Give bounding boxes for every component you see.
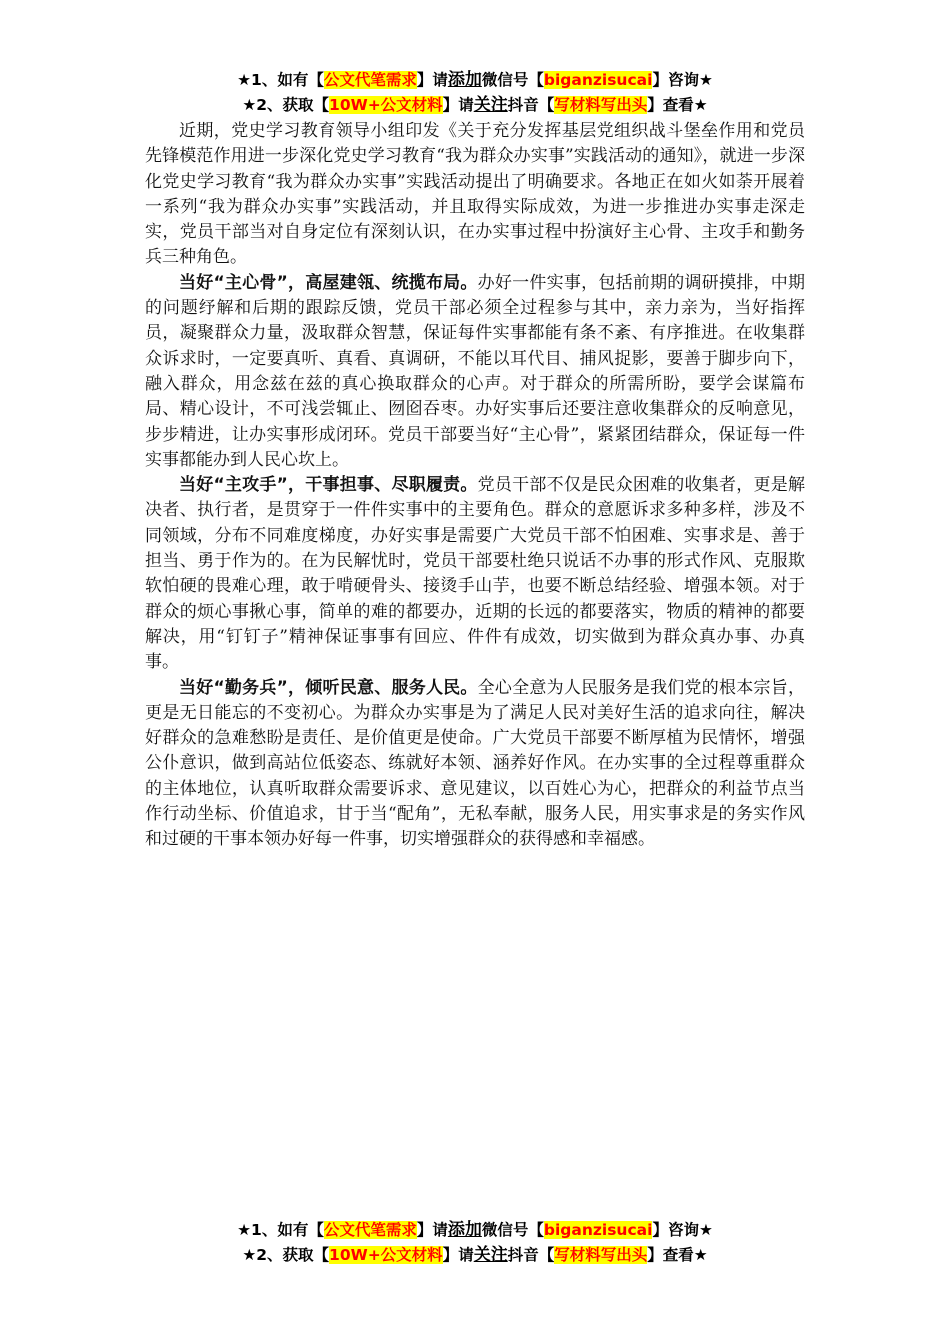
section-heading-2: 当好“主攻手”，干事担事、尽职履责。	[179, 475, 478, 496]
underline-follow: 关注	[473, 95, 508, 115]
footer-highlight-wechat-id: biganzisucai	[543, 1221, 653, 1239]
section-paragraph-3	[145, 676, 805, 853]
promo-line-2: ★2、获取【10W+公文材料】请关注抖音【写材料写出头】查看★	[242, 95, 708, 115]
section-text-3: 全心全意为人民服务是我们党的根本宗旨，更是无日能忘的不变初心。为群众办实事是为了满足人民对美好生活的追求向往，解决好群众的急难愁盼是责任、是价值更是使命。广大党员干部要不断厚植为民情怀，增强公仆意识，做到高站位低姿态、练就好本领、涵养好作风。在办实事的全过程尊重群众的主体地位，认真听取群众需要诉求、意见建议，以百姓心为心，把群众的利益节点当作行动坐标、价值追求，甘于当“配角”，无私奉献，服务人民，用实事求是的务实作风和过硬的干事本领办好每一件事，切实增强群众的获得感和幸福感。	[145, 677, 805, 850]
section-paragraph-2	[145, 473, 805, 675]
intro-paragraph: 近期，党史学习教育领导小组印发《关于充分发挥基层党组织战斗堡垒作用和党员先锋模范作用进一步深化党史学习教育“我为群众办实事”实践活动的通知》，就进一步深化党史学习教育“我为群众办实事”实践活动提出了明确要求。各地正在如火如荼开展着一系列“我为群众办实事”实践活动，并且取得实际成效，为进一步推进办实事走深走实，党员干部当对自身定位有深刻认识，在办实事过程中扮演好主心骨、主攻手和勤务兵三种角色。	[145, 121, 805, 268]
footer-highlight-service: 公文代笔需求	[323, 1221, 417, 1239]
section-paragraph-1	[145, 271, 805, 473]
section-text-2: 党员干部不仅是民众困难的收集者，更是解决者、执行者，是贯穿于一件件实事中的主要角色。群众的意愿诉求多种多样，涉及不同领域，分布不同难度梯度，办好实事是需要广大党员干部不怕困难、实事求是、善于担当、勇于作为的。在为民解忧时，党员干部要杜绝只说话不办事的形式作风、克服欺软怕硬的畏难心理，敢于啃硬骨头、接烫手山芋，也要不断总结经验、增强本领。对于群众的烦心事揪心事，简单的难的都要办，近期的长远的都要落实，物质的精神的都要解决，用“钉钉子”精神保证事事有回应、件件有成效，切实做到为群众真办事、办真事。	[145, 475, 805, 673]
highlight-materials: 10W+公文材料	[329, 96, 443, 114]
header-promo	[145, 68, 805, 118]
footer-promo-line-2: ★2、获取【10W+公文材料】请关注抖音【写材料写出头】查看★	[242, 1245, 708, 1265]
footer-underline-add: 添加	[447, 1220, 482, 1240]
section-heading-1: 当好“主心骨”，高屋建瓴、统揽布局。	[179, 272, 478, 293]
highlight-wechat-id: biganzisucai	[543, 71, 653, 89]
section-heading-3: 当好“勤务兵”，倾听民意、服务人民。	[179, 677, 478, 698]
footer-highlight-materials: 10W+公文材料	[329, 1246, 443, 1264]
article-body	[145, 119, 805, 853]
footer-highlight-douyin-account: 写材料写出头	[554, 1246, 648, 1264]
footer-underline-follow: 关注	[473, 1245, 508, 1265]
promo-line-1: ★1、如有【公文代笔需求】请添加微信号【biganzisucai】咨询★	[237, 70, 713, 90]
highlight-douyin-account: 写材料写出头	[554, 96, 648, 114]
highlight-service: 公文代笔需求	[323, 71, 417, 89]
underline-add: 添加	[447, 70, 482, 90]
section-text-1: 办好一件实事，包括前期的调研摸排，中期的问题纾解和后期的跟踪反馈，党员干部必须全过程参与其中，亲力亲为，当好指挥员，凝聚群众力量，汲取群众智慧，保证每件实事都能有条不紊、有序推进。在收集群众诉求时，一定要真听、真看、真调研，不能以耳代目、捕风捉影，要善于脚步向下，融入群众，用念兹在兹的真心换取群众的心声。对于群众的所需所盼，要学会谋篇布局、精心设计，不可浅尝辄止、囫囵吞枣。办好实事后还要注意收集群众的反响意见，步步精进，让办实事形成闭环。党员干部要当好“主心骨”，紧紧团结群众，保证每一件实事都能办到人民心坎上。	[145, 272, 805, 470]
footer-promo-line-1: ★1、如有【公文代笔需求】请添加微信号【biganzisucai】咨询★	[237, 1220, 713, 1240]
footer-promo	[145, 1218, 805, 1268]
